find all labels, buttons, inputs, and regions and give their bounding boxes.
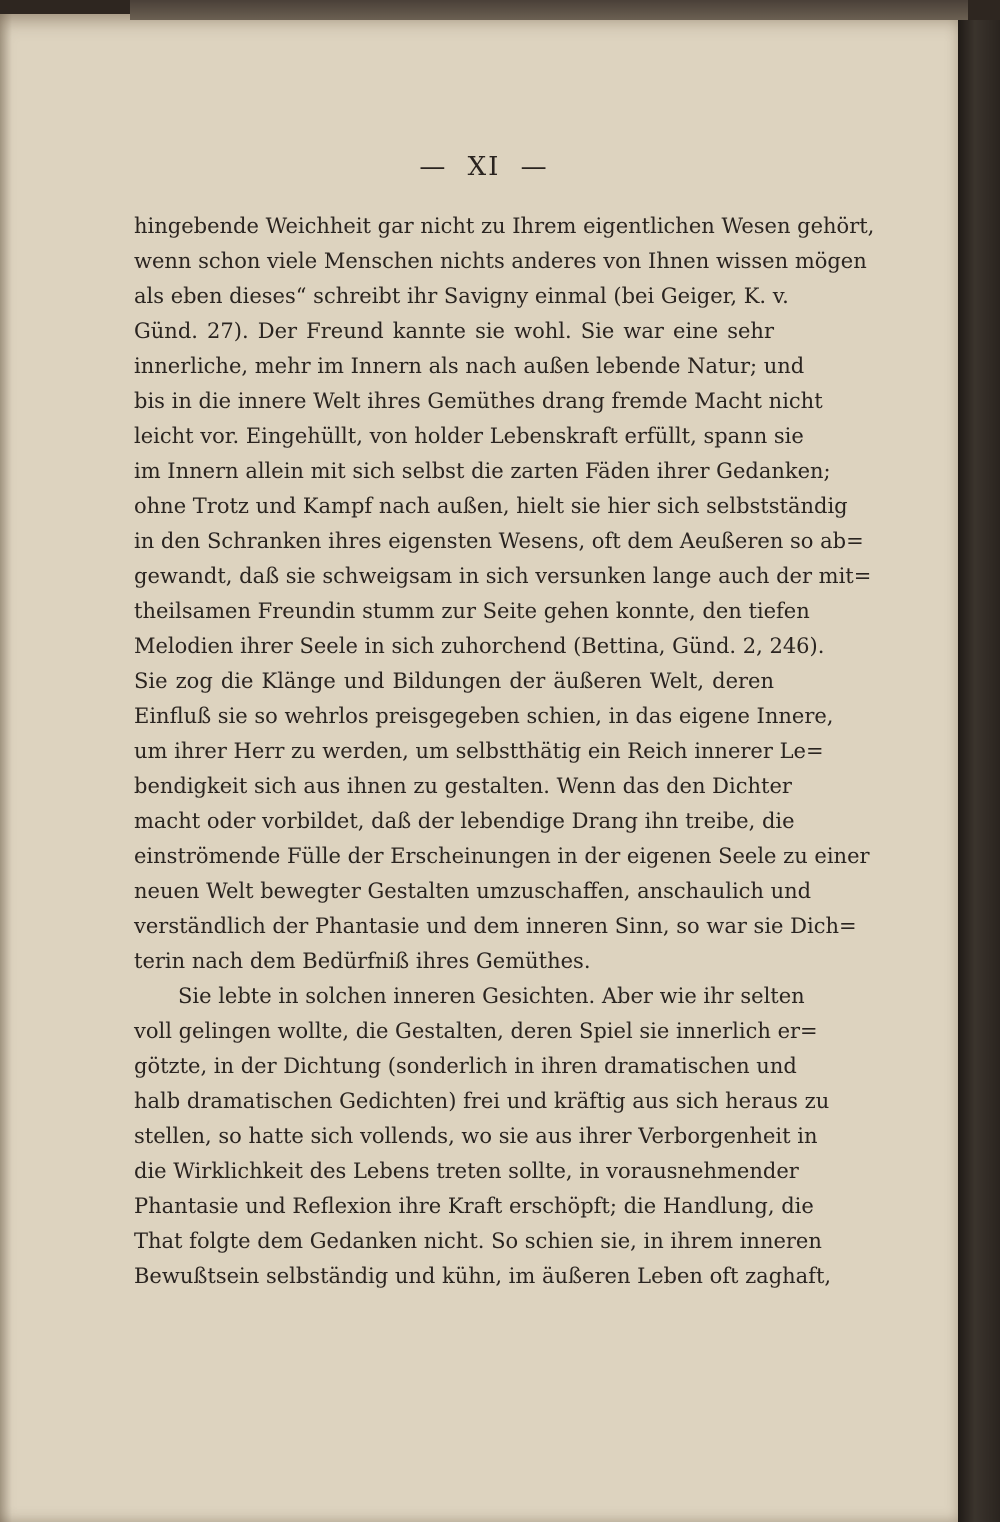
text-line: in den Schranken ihres eigensten Wesens, oft dem Aeußeren so ab= bbox=[134, 529, 864, 553]
header-dash-right: — bbox=[520, 152, 549, 182]
text-line: als eben dieses“ schreibt ihr Savigny einmal (bei Geiger, K. v. bbox=[134, 284, 789, 308]
book-cover-edge bbox=[958, 20, 1000, 1522]
text-line: gewandt, daß sie schweigsam in sich versunken lange auch der mit= bbox=[134, 564, 872, 588]
text-line: ohne Trotz und Kampf nach außen, hielt sie hier sich selbstständig bbox=[134, 494, 848, 518]
text-line: Einfluß sie so wehrlos preisgegeben schien, in das eigene Innere, bbox=[134, 704, 834, 728]
running-header bbox=[0, 152, 968, 182]
text-line: neuen Welt bewegter Gestalten umzuschaffen, anschaulich und bbox=[134, 879, 812, 903]
page-gutter-shadow bbox=[0, 14, 12, 1522]
text-line: innerliche, mehr im Innern als nach außen lebende Natur; und bbox=[134, 354, 805, 378]
paragraph-start-line: Sie lebte in solchen inneren Gesichten. Aber wie ihr selten bbox=[178, 984, 805, 1008]
text-line: götzte, in der Dichtung (sonderlich in ihren dramatischen und bbox=[134, 1054, 797, 1078]
header-dash-left: — bbox=[419, 152, 448, 182]
page-number: XI bbox=[467, 152, 501, 182]
text-line: macht oder vorbildet, daß der lebendige Drang ihn treibe, die bbox=[134, 809, 795, 833]
text-line: theilsamen Freundin stumm zur Seite gehen konnte, den tiefen bbox=[134, 599, 810, 623]
text-line: Melodien ihrer Seele in sich zuhorchend (Bettina, Günd. 2, 246). bbox=[134, 634, 825, 658]
text-line: Sie zog die Klänge und Bildungen der äußeren Welt, deren bbox=[134, 669, 774, 693]
text-line: Günd. 27). Der Freund kannte sie wohl. Sie war eine sehr bbox=[134, 319, 774, 343]
text-line: halb dramatischen Gedichten) frei und kräftig aus sich heraus zu bbox=[134, 1089, 830, 1113]
text-line: voll gelingen wollte, die Gestalten, deren Spiel sie innerlich er= bbox=[134, 1019, 818, 1043]
text-line: That folgte dem Gedanken nicht. So schien sie, in ihrem inneren bbox=[134, 1229, 822, 1253]
text-line: um ihrer Herr zu werden, um selbstthätig ein Reich innerer Le= bbox=[134, 739, 824, 763]
text-line: Bewußtsein selbständig und kühn, im äußeren Leben oft zaghaft, bbox=[134, 1264, 832, 1288]
text-line: einströmende Fülle der Erscheinungen in der eigenen Seele zu einer bbox=[134, 844, 870, 868]
paragraph-end-line: terin nach dem Bedürfniß ihres Gemüthes. bbox=[134, 949, 591, 973]
binding-top-edge bbox=[130, 0, 968, 20]
body-text bbox=[134, 209, 875, 1294]
text-line: bendigkeit sich aus ihnen zu gestalten. Wenn das den Dichter bbox=[134, 774, 792, 798]
text-line: verständlich der Phantasie und dem inneren Sinn, so war sie Dich= bbox=[134, 914, 857, 938]
text-line: stellen, so hatte sich vollends, wo sie aus ihrer Verborgenheit in bbox=[134, 1124, 818, 1148]
text-line: im Innern allein mit sich selbst die zarten Fäden ihrer Gedanken; bbox=[134, 459, 831, 483]
text-line: hingebende Weichheit gar nicht zu Ihrem eigentlichen Wesen gehört, bbox=[134, 214, 875, 238]
text-line: leicht vor. Eingehüllt, von holder Lebenskraft erfüllt, spann sie bbox=[134, 424, 804, 448]
text-line: Phantasie und Reflexion ihre Kraft erschöpft; die Handlung, die bbox=[134, 1194, 814, 1218]
text-line: bis in die innere Welt ihres Gemüthes drang fremde Macht nicht bbox=[134, 389, 823, 413]
text-line: wenn schon viele Menschen nichts anderes von Ihnen wissen mögen bbox=[134, 249, 867, 273]
text-line: die Wirklichkeit des Lebens treten sollte, in vorausnehmender bbox=[134, 1159, 799, 1183]
